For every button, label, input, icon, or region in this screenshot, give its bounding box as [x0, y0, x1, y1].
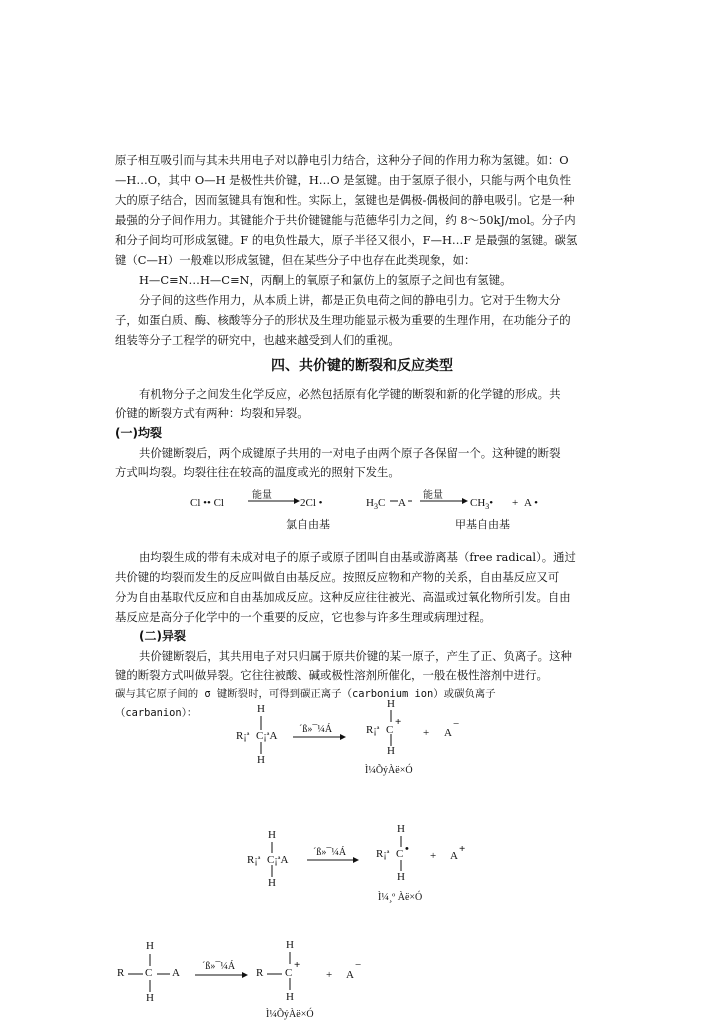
plus-sign: + [512, 497, 519, 509]
h-atom: H [268, 829, 276, 841]
carbon-atom: C¡ªA [267, 854, 289, 866]
anion: A [346, 969, 354, 981]
positive-charge: + [395, 716, 402, 728]
text-line: 组装等分子工程学的研究中，也越来越受到人们的重视。 [115, 333, 400, 347]
bond-atom: A [398, 497, 406, 509]
text-line: 碳与其它原子间的 σ 键断裂时，可得到碳正离子（carbonium ion）或碳负离子 [115, 688, 496, 700]
product: 2Cl • [300, 497, 323, 509]
arrow-condition: 能量 [423, 490, 443, 501]
arrow-condition: ´ß»¯¼Á [202, 961, 236, 972]
text-line: 分子间的这些作用力，从本质上讲，都是正负电荷之间的静电引力。它对于生物大分 [139, 293, 561, 307]
text-line: 分为自由基取代反应和自由基加成反应。这种反应往往被光、高温或过氧化物所引发。自由 [115, 590, 571, 604]
positive-charge: + [294, 959, 301, 971]
leaving-group: A [172, 967, 180, 979]
carbocation: C [386, 724, 394, 736]
text-line: 由均裂生成的带有未成对电子的原子或原子团叫自由基或游离基（free radical）。通过 [139, 550, 576, 564]
subsection-title: (一)均裂 [115, 426, 162, 440]
plus-sign: + [430, 850, 437, 862]
negative-charge: − [453, 718, 460, 730]
product-2: A • [524, 497, 538, 509]
text-line: 方式叫均裂。均裂往往在较高的温度或光的照射下发生。 [115, 465, 400, 479]
product-label: 氯自由基 [286, 518, 330, 531]
h-atom: H [146, 940, 154, 952]
r-group: R [256, 967, 264, 979]
reactant: Cl •• Cl [190, 497, 224, 509]
h-atom: H [268, 877, 276, 889]
r-group: R¡ª [376, 848, 390, 860]
text-line: 共价键的均裂而发生的反应叫做自由基反应。按照反应物和产物的关系，自由基反应又可 [115, 570, 560, 584]
text-line: 原子相互吸引而与其未共用电子对以静电引力结合，这种分子间的作用力称为氢键。如：O [115, 153, 569, 167]
text-line: 大的原子结合，因而氢键具有饱和性。实际上，氢键也是偶极-偶极间的静电吸引。它是一种 [115, 193, 575, 207]
arrow-condition: ´ß»¯¼Á [299, 724, 333, 735]
arrow-condition: ´ß»¯¼Á [313, 847, 347, 858]
h-atom: H [257, 754, 265, 766]
h-atom: H [387, 698, 395, 710]
text-line: 价键的断裂方式有两种：均裂和异裂。 [115, 406, 309, 420]
text-line: 共价键断裂后，两个成键原子共用的一对电子由两个原子各保留一个。这种键的断裂 [139, 446, 561, 460]
text-line: （carbanion）： [115, 707, 198, 719]
r-group: R [117, 967, 125, 979]
cation: A [450, 850, 458, 862]
text-line: 有机物分子之间发生化学反应，必然包括原有化学键的断裂和新的化学键的形成。共 [139, 387, 561, 401]
r-group: R¡ª [366, 724, 380, 736]
h-atom: H [397, 871, 405, 883]
carbon-atom: C [145, 967, 153, 979]
subsection-title: (二)异裂 [139, 629, 186, 643]
product-label: 甲基自由基 [455, 518, 510, 531]
plus-sign: + [326, 969, 333, 981]
text-line: 子，如蛋白质、酶、核酸等分子的形状及生理功能显示极为重要的生理作用，在功能分子的 [115, 313, 571, 327]
text-line: 和分子间均可形成氢键。F 的电负性最大，原子半径又很小，F—H…F 是最强的氢键。碳氢 [115, 233, 578, 247]
lone-pair: • [405, 843, 409, 855]
text-line: 基反应是高分子化学中的一个重要的反应，它也参与许多生理或病理过程。 [115, 610, 491, 624]
positive-charge: + [459, 843, 466, 855]
arrow-condition: 能量 [252, 490, 272, 501]
text-line: 键（C—H）一般难以形成氢键，但在某些分子中也存在此类现象，如： [115, 253, 476, 267]
anion: A [444, 727, 452, 739]
section-title: 四、共价键的断裂和反应类型 [271, 358, 453, 374]
h-atom: H [146, 992, 154, 1004]
carbon-atom: C¡ªA [256, 730, 278, 742]
h-atom: H [387, 745, 395, 757]
h-atom: H [286, 991, 294, 1003]
text-line: 最强的分子间作用力。其键能介于共价键键能与范德华引力之间，约 8～50kJ/mol。分子内 [115, 213, 576, 227]
text-line: —H…O，其中 O—H 是极性共价键，H…O 是氢键。由于氢原子很小，只能与两个电负性 [115, 173, 571, 187]
carbocation: C [285, 967, 293, 979]
h-atom: H [286, 939, 294, 951]
text-line: 共价键断裂后，其共用电子对只归属于原共价键的某一原子，产生了正、负离子。这种 [139, 649, 572, 663]
r-group: R¡ª [236, 730, 250, 742]
product-label: Ì¼¸º Àë×Ó [378, 892, 423, 903]
text-line: H—C≡N…H—C≡N，丙酮上的氧原子和氯仿上的氢原子之间也有氢键。 [139, 273, 512, 287]
h-atom: H [257, 703, 265, 715]
r-group: R¡ª [247, 854, 261, 866]
product-label: Ì¼ÕýÀë×Ó [365, 765, 413, 776]
plus-sign: + [423, 727, 430, 739]
product: $CH_3•$ [470, 497, 494, 512]
carbanion: C [396, 848, 404, 860]
h-atom: H [397, 823, 405, 835]
reactant: $H_3C$ [366, 497, 386, 512]
text-line: 键的断裂方式叫做异裂。它往往被酸、碱或极性溶剂所催化，一般在极性溶剂中进行。 [115, 668, 548, 682]
negative-charge: − [355, 959, 362, 971]
product-label: Ì¼ÕýÀë×Ó [266, 1009, 314, 1020]
